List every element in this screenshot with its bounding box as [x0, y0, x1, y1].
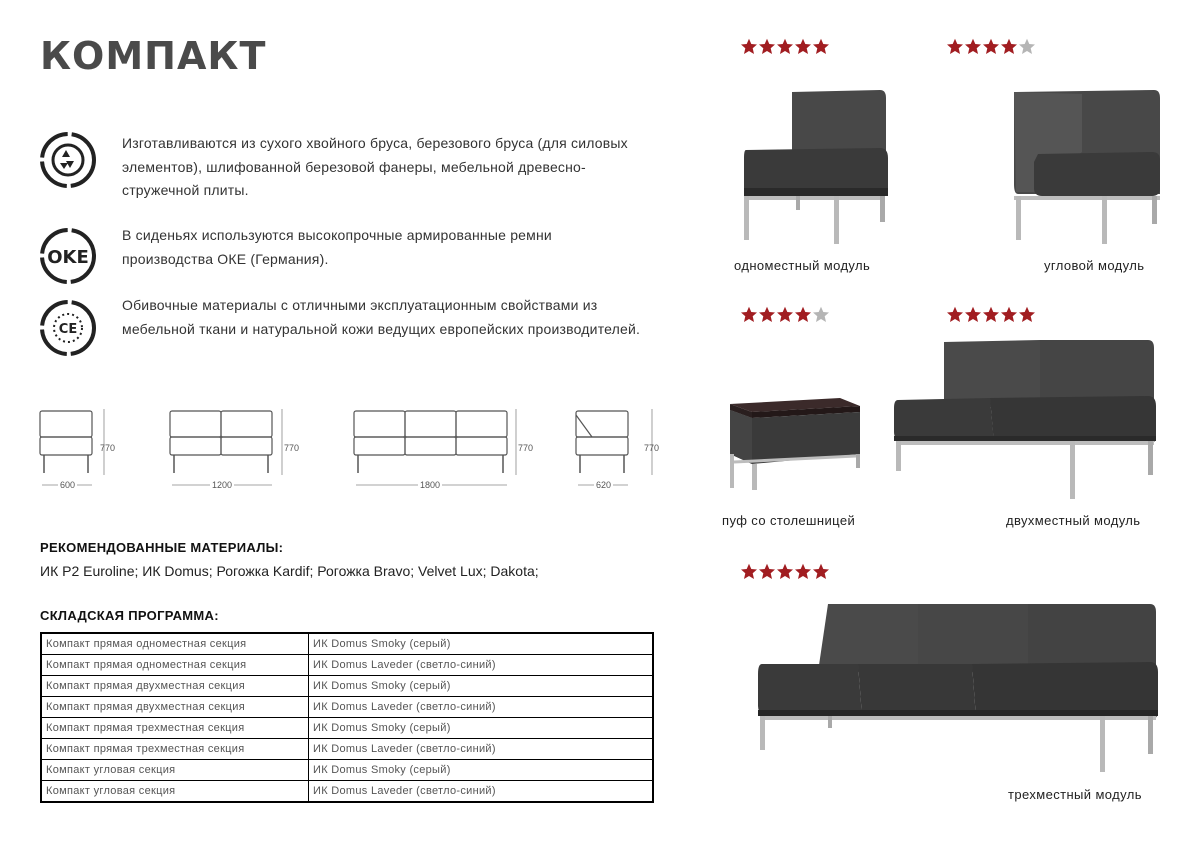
star-filled-icon: [759, 307, 775, 322]
rating-stars-svg: [740, 38, 832, 56]
table-row: [41, 697, 653, 718]
star-filled-icon: [741, 307, 757, 322]
table-cell-model: Компакт прямая двухместная секция: [41, 697, 309, 718]
star-filled-icon: [759, 564, 775, 579]
table-cell-model: Компакт угловая секция: [41, 760, 309, 781]
rating-stars: [946, 38, 1038, 56]
dimension-width-label: 620: [596, 480, 612, 490]
rating-stars: [740, 306, 832, 324]
feature-text-belts: В сиденьях используются высокопрочные армированные ремни производства ОКЕ (Германия).: [122, 227, 552, 267]
product-image-corner: [1004, 84, 1166, 250]
star-filled-icon: [813, 39, 829, 54]
rating-stars-svg: [946, 306, 1038, 324]
table-cell-model: Компакт угловая секция: [41, 781, 309, 803]
product-image-double: [890, 336, 1166, 502]
dimension-height-label: 770: [518, 443, 534, 453]
star-filled-icon: [1001, 307, 1017, 322]
table-cell-fabric: ИК Domus Smoky (серый): [309, 718, 654, 739]
table-cell-model: Компакт прямая трехместная секция: [41, 718, 309, 739]
recycle-icon: [38, 130, 98, 190]
table-cell-model: Компакт прямая одноместная секция: [41, 655, 309, 676]
table-cell-fabric: ИК Domus Laveder (светло-синий): [309, 781, 654, 803]
feature-text-upholstery: Обивочные материалы с отличными эксплуатационным свойствами из мебельной ткани и натуральной кожи ведущих европейских производителей.: [122, 297, 641, 337]
star-filled-icon: [965, 39, 981, 54]
table-cell-fabric: ИК Domus Laveder (светло-синий): [309, 697, 654, 718]
product-image-single: [730, 84, 900, 250]
product-image-pouf: [722, 392, 864, 496]
materials-heading: РЕКОМЕНДОВАННЫЕ МАТЕРИАЛЫ:: [40, 540, 284, 555]
rating-stars-svg: [740, 563, 832, 581]
rating-stars-svg: [740, 306, 832, 324]
dimension-width-label: 600: [60, 480, 76, 490]
table-row: [41, 655, 653, 676]
star-filled-icon: [759, 39, 775, 54]
product-caption: угловой модуль: [1044, 258, 1145, 273]
table-cell-fabric: ИК Domus Laveder (светло-синий): [309, 739, 654, 760]
product-image-triple: [752, 600, 1164, 776]
feature-text-materials: Изготавливаются из сухого хвойного бруса, березового бруса (для силовых элементов), шлифованной березовой фанеры, мебельной древесно-стружечной плиты.: [122, 135, 628, 198]
star-filled-icon: [777, 564, 793, 579]
star-filled-icon: [741, 564, 757, 579]
star-filled-icon: [1019, 307, 1035, 322]
star-filled-icon: [795, 564, 811, 579]
oke-logo-text: OKE: [47, 247, 89, 268]
table-row: [41, 676, 653, 697]
star-filled-icon: [947, 39, 963, 54]
stock-heading: СКЛАДСКАЯ ПРОГРАММА:: [40, 608, 219, 623]
table-row: [41, 739, 653, 760]
dimension-width-label: 1800: [420, 480, 441, 490]
table-cell-fabric: ИК Domus Smoky (серый): [309, 760, 654, 781]
table-cell-model: Компакт прямая двухместная секция: [41, 676, 309, 697]
product-caption: пуф со столешницей: [722, 513, 856, 528]
page-title: КОМПАКТ: [40, 34, 267, 78]
rating-stars: [740, 38, 832, 56]
dimension-drawing-corner: [572, 405, 668, 495]
star-filled-icon: [795, 39, 811, 54]
stock-table: [40, 632, 654, 803]
table-cell-fabric: ИК Domus Smoky (серый): [309, 676, 654, 697]
materials-list: ИК Р2 Euroline; ИК Domus; Рогожка Kardif; Рогожка Bravo; Velvet Lux; Dakota;: [40, 563, 539, 579]
table-row: [41, 633, 653, 655]
rating-stars: [740, 563, 832, 581]
star-filled-icon: [1001, 39, 1017, 54]
star-filled-icon: [947, 307, 963, 322]
table-cell-model: Компакт прямая одноместная секция: [41, 633, 309, 655]
table-row: [41, 760, 653, 781]
table-cell-fabric: ИК Domus Laveder (светло-синий): [309, 655, 654, 676]
rating-stars: [946, 306, 1038, 324]
star-filled-icon: [965, 307, 981, 322]
dimension-drawing-triple: [350, 405, 550, 495]
table-cell-model: Компакт прямая трехместная секция: [41, 739, 309, 760]
rating-stars-svg: [946, 38, 1038, 56]
star-empty-icon: [813, 307, 829, 322]
star-filled-icon: [983, 39, 999, 54]
star-filled-icon: [795, 307, 811, 322]
dimension-height-label: 770: [284, 443, 300, 453]
ce-eu-icon: [38, 298, 98, 358]
dimension-drawing-single: [36, 405, 126, 495]
product-caption: трехместный модуль: [1008, 787, 1142, 802]
star-empty-icon: [1019, 39, 1035, 54]
dimension-width-label: 1200: [212, 480, 233, 490]
table-row: [41, 718, 653, 739]
oke-logo-icon: [38, 226, 98, 286]
product-caption: двухместный модуль: [1006, 513, 1141, 528]
table-cell-fabric: ИК Domus Smoky (серый): [309, 633, 654, 655]
star-filled-icon: [741, 39, 757, 54]
ce-logo-text: CE: [58, 322, 78, 337]
dimension-drawing-double: [166, 405, 316, 495]
star-filled-icon: [777, 307, 793, 322]
table-row: [41, 781, 653, 803]
dimension-height-label: 770: [644, 443, 660, 453]
star-filled-icon: [813, 564, 829, 579]
star-filled-icon: [777, 39, 793, 54]
product-caption: одноместный модуль: [734, 258, 871, 273]
dimension-height-label: 770: [100, 443, 116, 453]
star-filled-icon: [983, 307, 999, 322]
